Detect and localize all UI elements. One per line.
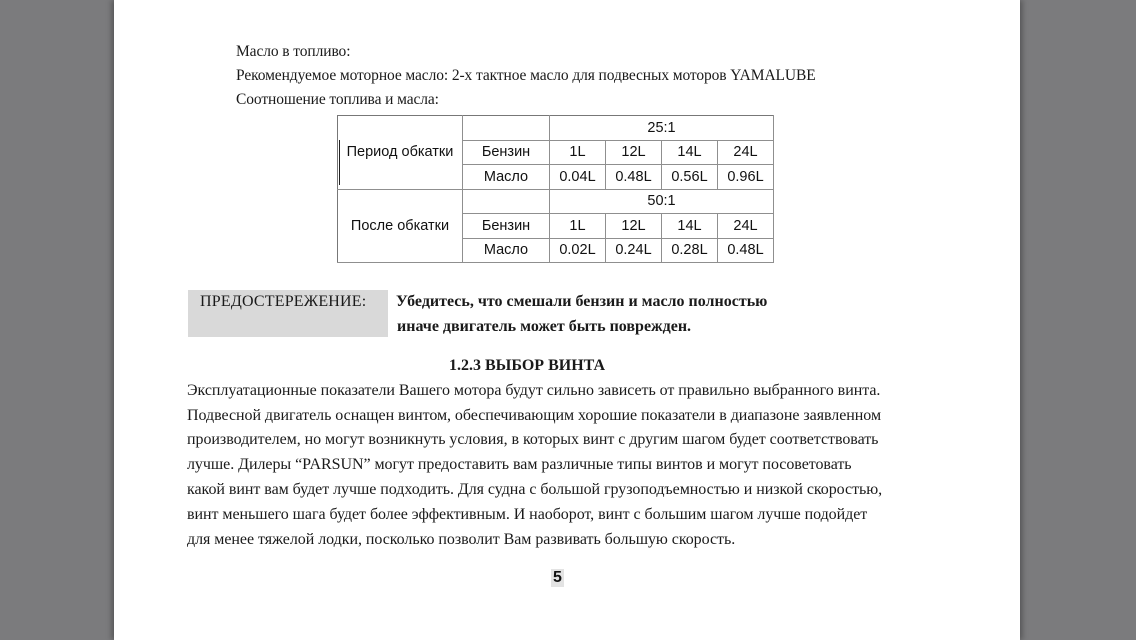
caution-label: ПРЕДОСТЕРЕЖЕНИЕ: xyxy=(200,293,367,310)
oil-value-cell: 0.48L xyxy=(606,165,662,190)
oil-value-cell: 0.24L xyxy=(606,238,662,263)
paragraph-line: Эксплуатационные показатели Вашего мотора будут сильно зависеть от правильно выбранного винта. xyxy=(187,382,881,399)
oil-value-cell: 0.56L xyxy=(662,165,718,190)
fuel-label-cell: Бензин xyxy=(463,214,550,239)
period-cell: После обкатки xyxy=(338,189,463,263)
oil-value-cell: 0.28L xyxy=(662,238,718,263)
table-edge-mark xyxy=(339,140,340,185)
oil-label-cell: Масло xyxy=(463,238,550,263)
fuel-value-cell: 1L xyxy=(550,214,606,239)
fuel-value-cell: 14L xyxy=(662,140,718,165)
oil-value-cell: 0.04L xyxy=(550,165,606,190)
paragraph-line: Подвесной двигатель оснащен винтом, обеспечивающим хорошие показатели в диапазоне заявленном xyxy=(187,407,882,424)
caution-text-line: иначе двигатель может быть поврежден. xyxy=(397,318,692,335)
fuel-value-cell: 24L xyxy=(718,214,774,239)
fuel-label-cell: Бензин xyxy=(463,140,550,165)
fuel-oil-ratio-table xyxy=(337,115,774,263)
oil-label-cell: Масло xyxy=(463,165,550,190)
paragraph-line: для менее тяжелой лодки, посколько позволит Вам развивать большую скорость. xyxy=(187,531,736,548)
ratio-cell: 50:1 xyxy=(550,189,774,214)
paragraph-line: производителем, но могут возникнуть условия, в которых винт с другим шагом будет соответствовать xyxy=(187,431,879,448)
intro-line-fuel-oil: Масло в топливо: xyxy=(236,43,351,60)
oil-value-cell: 0.02L xyxy=(550,238,606,263)
empty-cell xyxy=(463,189,550,214)
paragraph-line: винт меньшего шага будет более эффективным. И наоборот, винт с большим шагом лучше подойдет xyxy=(187,506,868,523)
ratio-cell: 25:1 xyxy=(550,116,774,141)
page-number: 5 xyxy=(553,569,562,586)
section-title: 1.2.3 ВЫБОР ВИНТА xyxy=(449,357,606,374)
empty-cell xyxy=(463,116,550,141)
intro-line-ratio: Соотношение топлива и масла: xyxy=(236,91,439,108)
fuel-value-cell: 12L xyxy=(606,140,662,165)
table-row-ratio xyxy=(338,116,774,141)
caution-text-line: Убедитесь, что смешали бензин и масло полностью xyxy=(396,293,768,310)
document-page xyxy=(114,0,1020,640)
table-row-ratio xyxy=(338,189,774,214)
paragraph-line: какой винт вам будет лучше подходить. Для судна с большой грузоподъемностью и низкой скоростью, xyxy=(187,481,883,498)
oil-value-cell: 0.48L xyxy=(718,238,774,263)
fuel-value-cell: 12L xyxy=(606,214,662,239)
period-cell: Период обкатки xyxy=(338,116,463,190)
paragraph-line: лучше. Дилеры “PARSUN” могут предоставить вам различные типы винтов и могут посоветовать xyxy=(187,456,852,473)
oil-value-cell: 0.96L xyxy=(718,165,774,190)
fuel-value-cell: 14L xyxy=(662,214,718,239)
fuel-value-cell: 24L xyxy=(718,140,774,165)
fuel-value-cell: 1L xyxy=(550,140,606,165)
intro-line-recommended-oil: Рекомендуемое моторное масло: 2-х тактное масло для подвесных моторов YAMALUBE xyxy=(236,67,816,84)
